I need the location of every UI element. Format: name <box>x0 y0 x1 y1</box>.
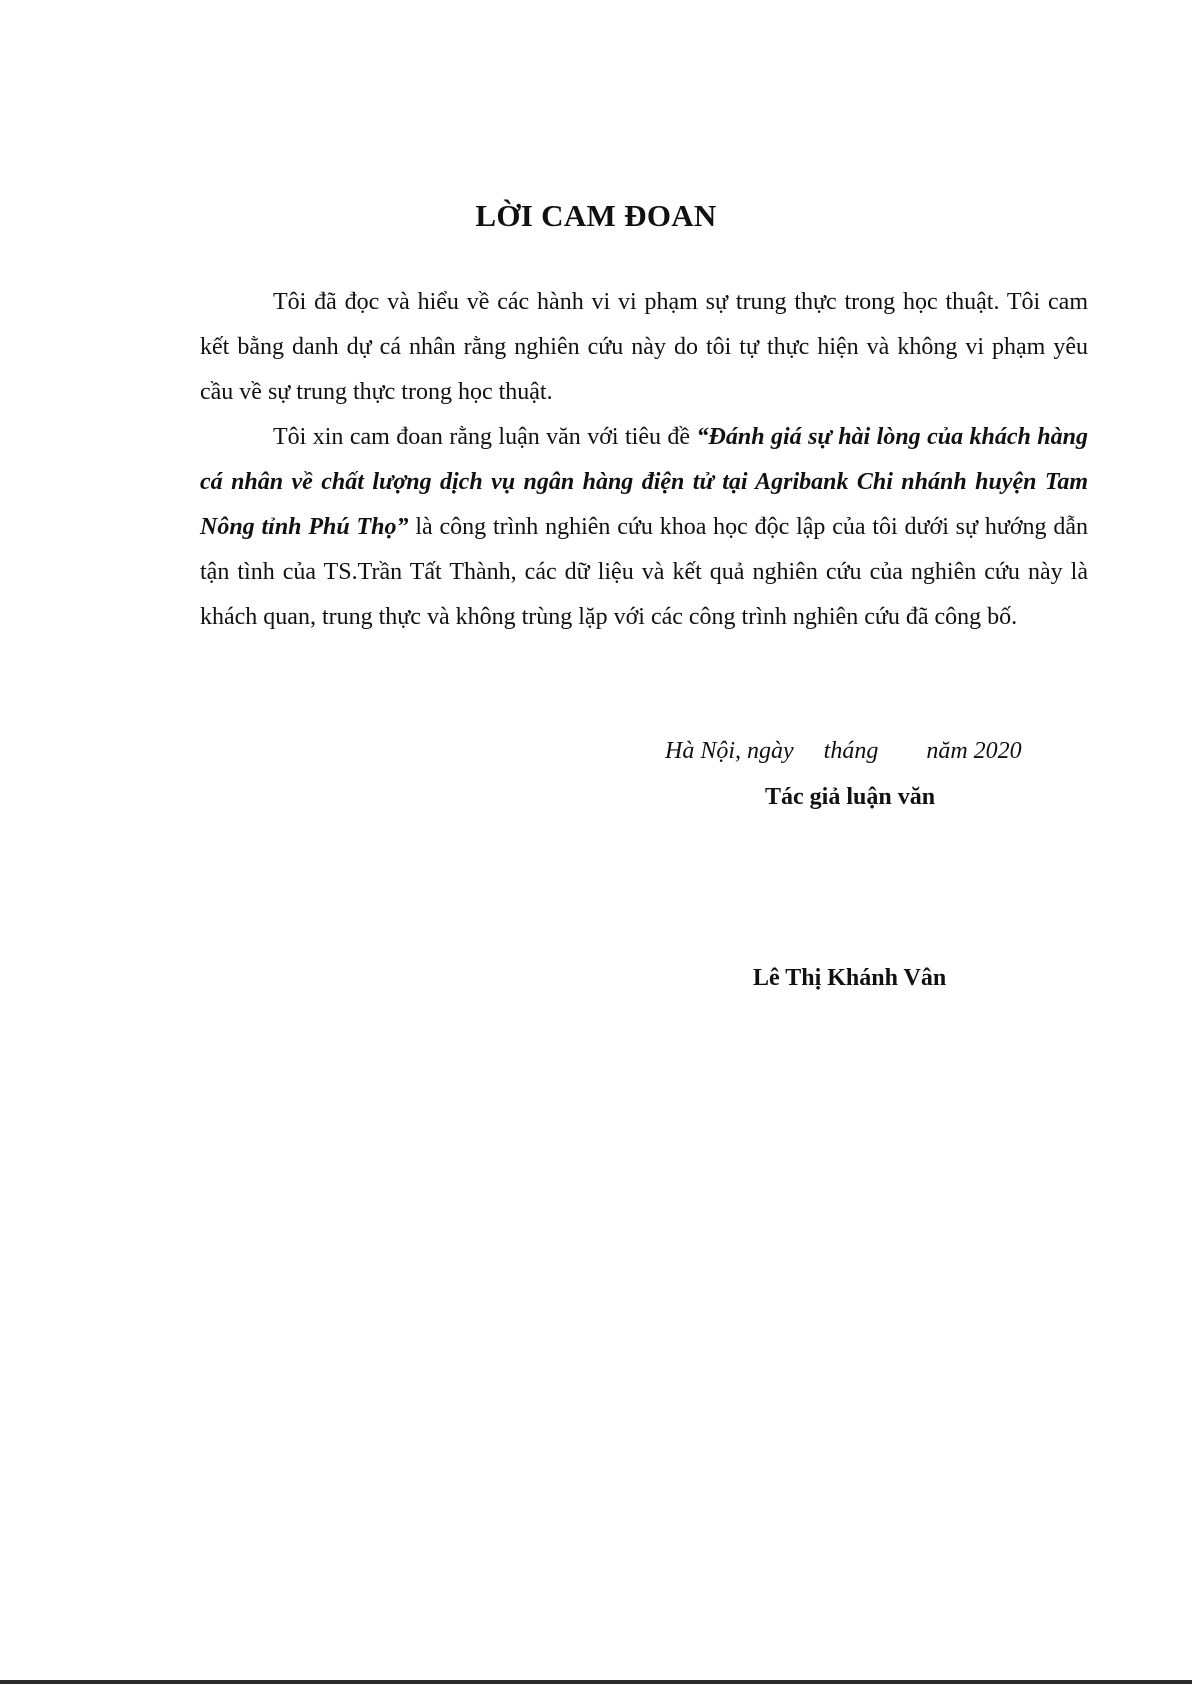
place-date-line <box>665 738 1022 765</box>
month-label: tháng <box>823 738 879 764</box>
declaration-body <box>200 280 1088 640</box>
place-day: Hà Nội, ngày <box>665 738 794 764</box>
author-name: Lê Thị Khánh Vân <box>753 965 947 991</box>
paragraph-2-lead: Tôi xin cam đoan rằng luận văn với tiêu đề <box>273 424 697 450</box>
year-label: năm 2020 <box>926 738 1022 764</box>
author-role: Tác giả luận văn <box>765 784 936 810</box>
paragraph-2 <box>200 415 1088 640</box>
paragraph-2-rest: là công trình nghiên cứu khoa học độc lập của tôi dưới sự hướng dẫn tận tình của TS.Trần Tất Thành, các dữ liệu và kết quả nghiên cứu của nghiên cứu này là khách quan, trung thực và không trùng lặp với các công trình nghiên cứu đã công bố. <box>200 514 1089 630</box>
paragraph-1: Tôi đã đọc và hiểu về các hành vi vi phạm sự trung thực trong học thuật. Tôi cam kết bằng danh dự cá nhân rằng nghiên cứu này do tôi tự thực hiện và không vi phạm yêu cầu về sự trung thực trong học thuật. <box>200 289 1088 405</box>
thesis-title: “Đánh giá sự hài lòng của khách hàng cá nhân về chất lượng dịch vụ ngân hàng điện tử tại Agribank Chi nhánh huyện Tam Nông tỉnh Phú Thọ” <box>200 424 1088 540</box>
page-title: LỜI CAM ĐOAN <box>475 198 717 233</box>
bottom-edge-divider <box>0 1680 1192 1684</box>
